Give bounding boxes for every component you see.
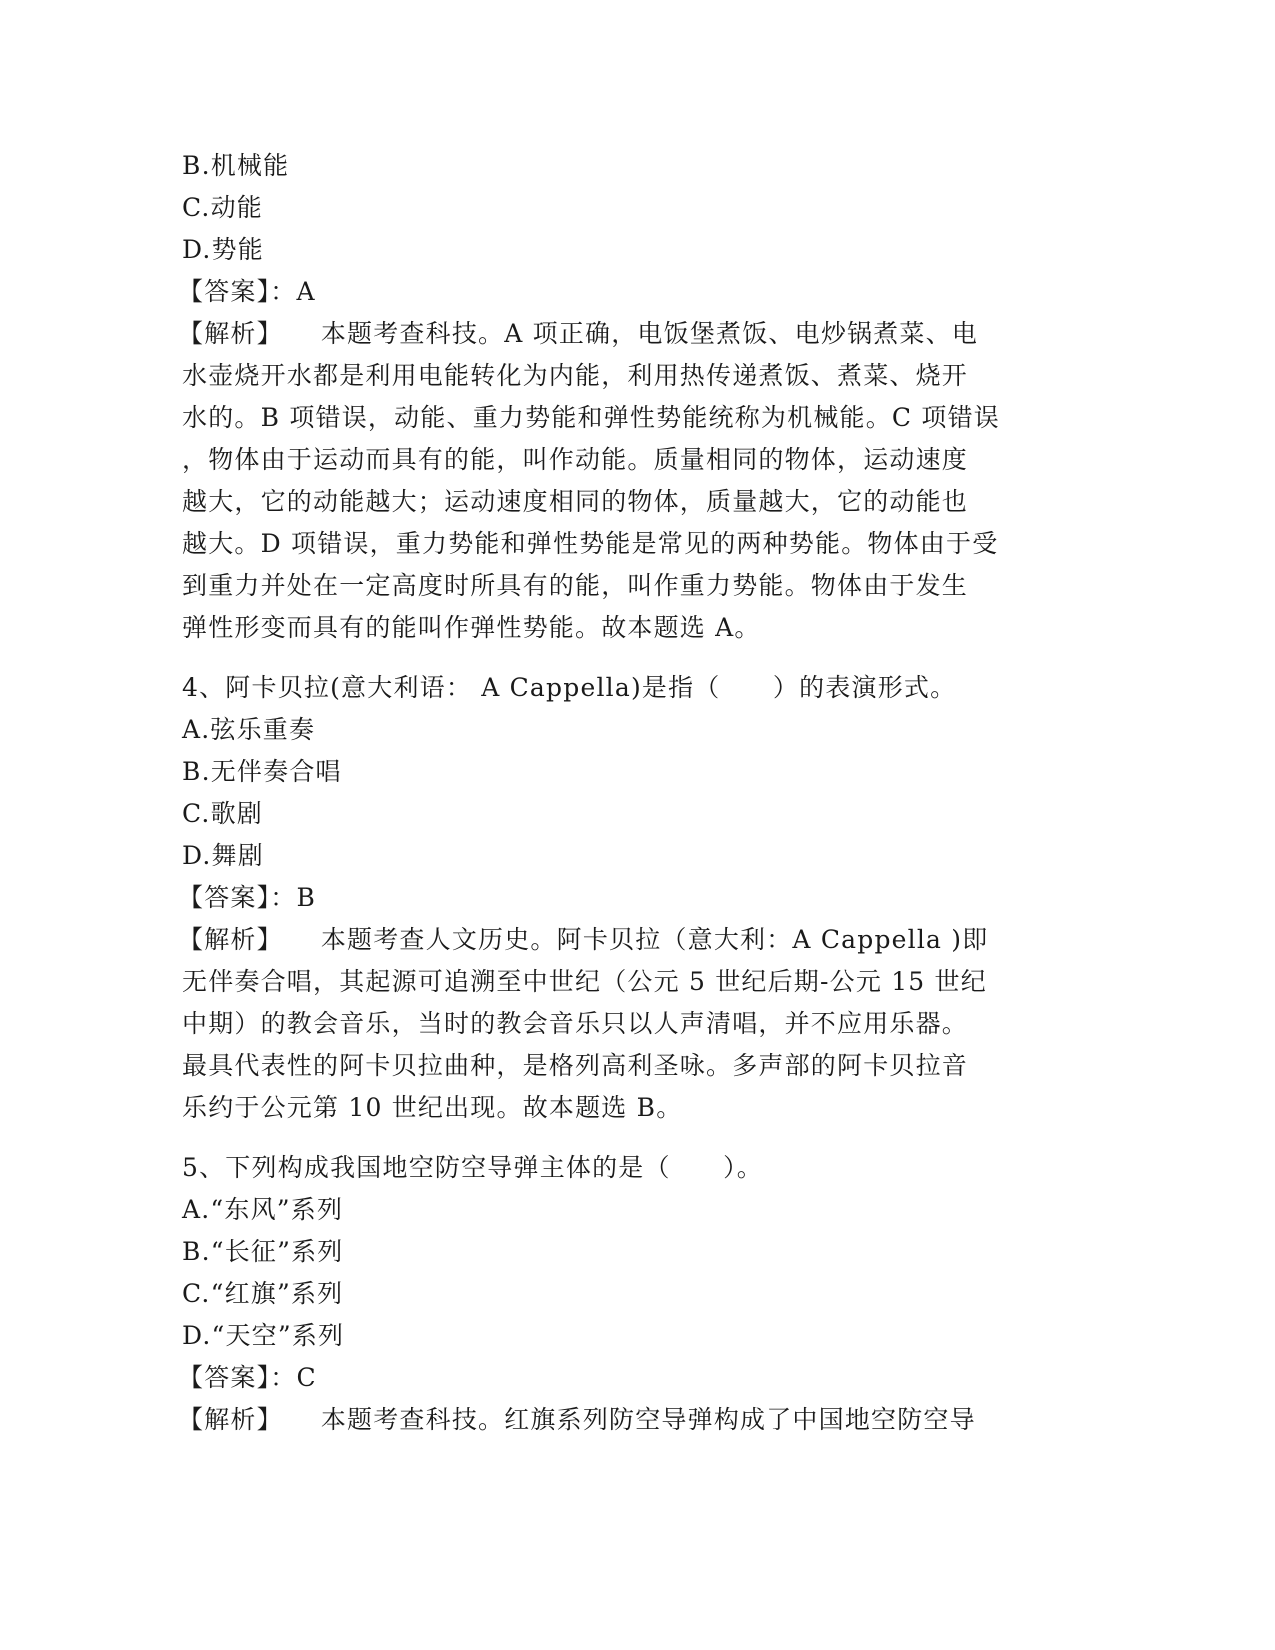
explanation-line: 水壶烧开水都是利用电能转化为内能，利用热传递煮饭、煮菜、烧开 bbox=[182, 361, 969, 390]
question-4-title: 4、阿卡贝拉(意大利语： A Cappella)是指（ ）的表演形式。 bbox=[182, 673, 957, 702]
explanation-line: 无伴奏合唱，其起源可追溯至中世纪（公元 5 世纪后期-公元 15 世纪 bbox=[182, 967, 987, 996]
explanation-label: 【解析】 bbox=[178, 319, 283, 348]
option-a: A.弦乐重奏 bbox=[182, 715, 316, 744]
question-3-answer bbox=[178, 271, 1082, 313]
explanation-line: 乐约于公元第 10 世纪出现。故本题选 B。 bbox=[182, 1093, 683, 1122]
answer-label: 【答案】： bbox=[178, 883, 297, 912]
explanation-line: 弹性形变而具有的能叫作弹性势能。故本题选 A。 bbox=[182, 613, 761, 642]
option-c: C.歌剧 bbox=[182, 799, 263, 828]
option-a: A.“东风”系列 bbox=[182, 1195, 344, 1224]
answer-value: B bbox=[296, 883, 317, 912]
question-4-options bbox=[182, 709, 1082, 877]
explanation-line: 最具代表性的阿卡贝拉曲种，是格列高利圣咏。多声部的阿卡贝拉音 bbox=[182, 1051, 969, 1080]
answer-label: 【答案】： bbox=[178, 1363, 297, 1392]
explanation-line: 本题考查科技。红旗系列防空导弹构成了中国地空防空导 bbox=[320, 1405, 976, 1434]
question-5-explanation bbox=[178, 1399, 1082, 1441]
option-b: B.机械能 bbox=[182, 151, 290, 180]
question-4-answer bbox=[178, 877, 1082, 919]
explanation-line: 水的。B 项错误，动能、重力势能和弹性势能统称为机械能。C 项错误 bbox=[182, 403, 1000, 432]
option-d: D.舞剧 bbox=[182, 841, 264, 870]
question-5-title: 5、下列构成我国地空防空导弹主体的是（ ）。 bbox=[182, 1153, 764, 1182]
explanation-line: 到重力并处在一定高度时所具有的能，叫作重力势能。物体由于发生 bbox=[182, 571, 969, 600]
question-5-options bbox=[182, 1189, 1082, 1357]
question-3-explanation bbox=[178, 313, 1082, 649]
explanation-label: 【解析】 bbox=[178, 1405, 283, 1434]
document-page bbox=[178, 145, 1082, 1441]
answer-value: A bbox=[296, 277, 316, 306]
option-c: C.动能 bbox=[182, 193, 263, 222]
option-d: D.“天空”系列 bbox=[182, 1321, 345, 1350]
answer-label: 【答案】： bbox=[178, 277, 297, 306]
explanation-label: 【解析】 bbox=[178, 925, 283, 954]
explanation-line: 本题考查科技。A 项正确，电饭堡煮饭、电炒锅煮菜、电 bbox=[320, 319, 979, 348]
question-5-answer bbox=[178, 1357, 1082, 1399]
option-c: C.“红旗”系列 bbox=[182, 1279, 344, 1308]
answer-value: C bbox=[296, 1363, 317, 1392]
explanation-line: 中期）的教会音乐，当时的教会音乐只以人声清唱，并不应用乐器。 bbox=[182, 1009, 969, 1038]
explanation-line: 越大。D 项错误，重力势能和弹性势能是常见的两种势能。物体由于受 bbox=[182, 529, 999, 558]
explanation-line: 本题考查人文历史。阿卡贝拉（意大利：A Cappella )即 bbox=[320, 925, 989, 954]
explanation-line: 越大，它的动能越大；运动速度相同的物体，质量越大，它的动能也 bbox=[182, 487, 969, 516]
question-4-explanation bbox=[178, 919, 1082, 1129]
option-d: D.势能 bbox=[182, 235, 264, 264]
question-3-options bbox=[182, 145, 1082, 271]
explanation-line: ，物体由于运动而具有的能，叫作动能。质量相同的物体，运动速度 bbox=[182, 445, 969, 474]
option-b: B.无伴奏合唱 bbox=[182, 757, 342, 786]
option-b: B.“长征”系列 bbox=[182, 1237, 344, 1266]
